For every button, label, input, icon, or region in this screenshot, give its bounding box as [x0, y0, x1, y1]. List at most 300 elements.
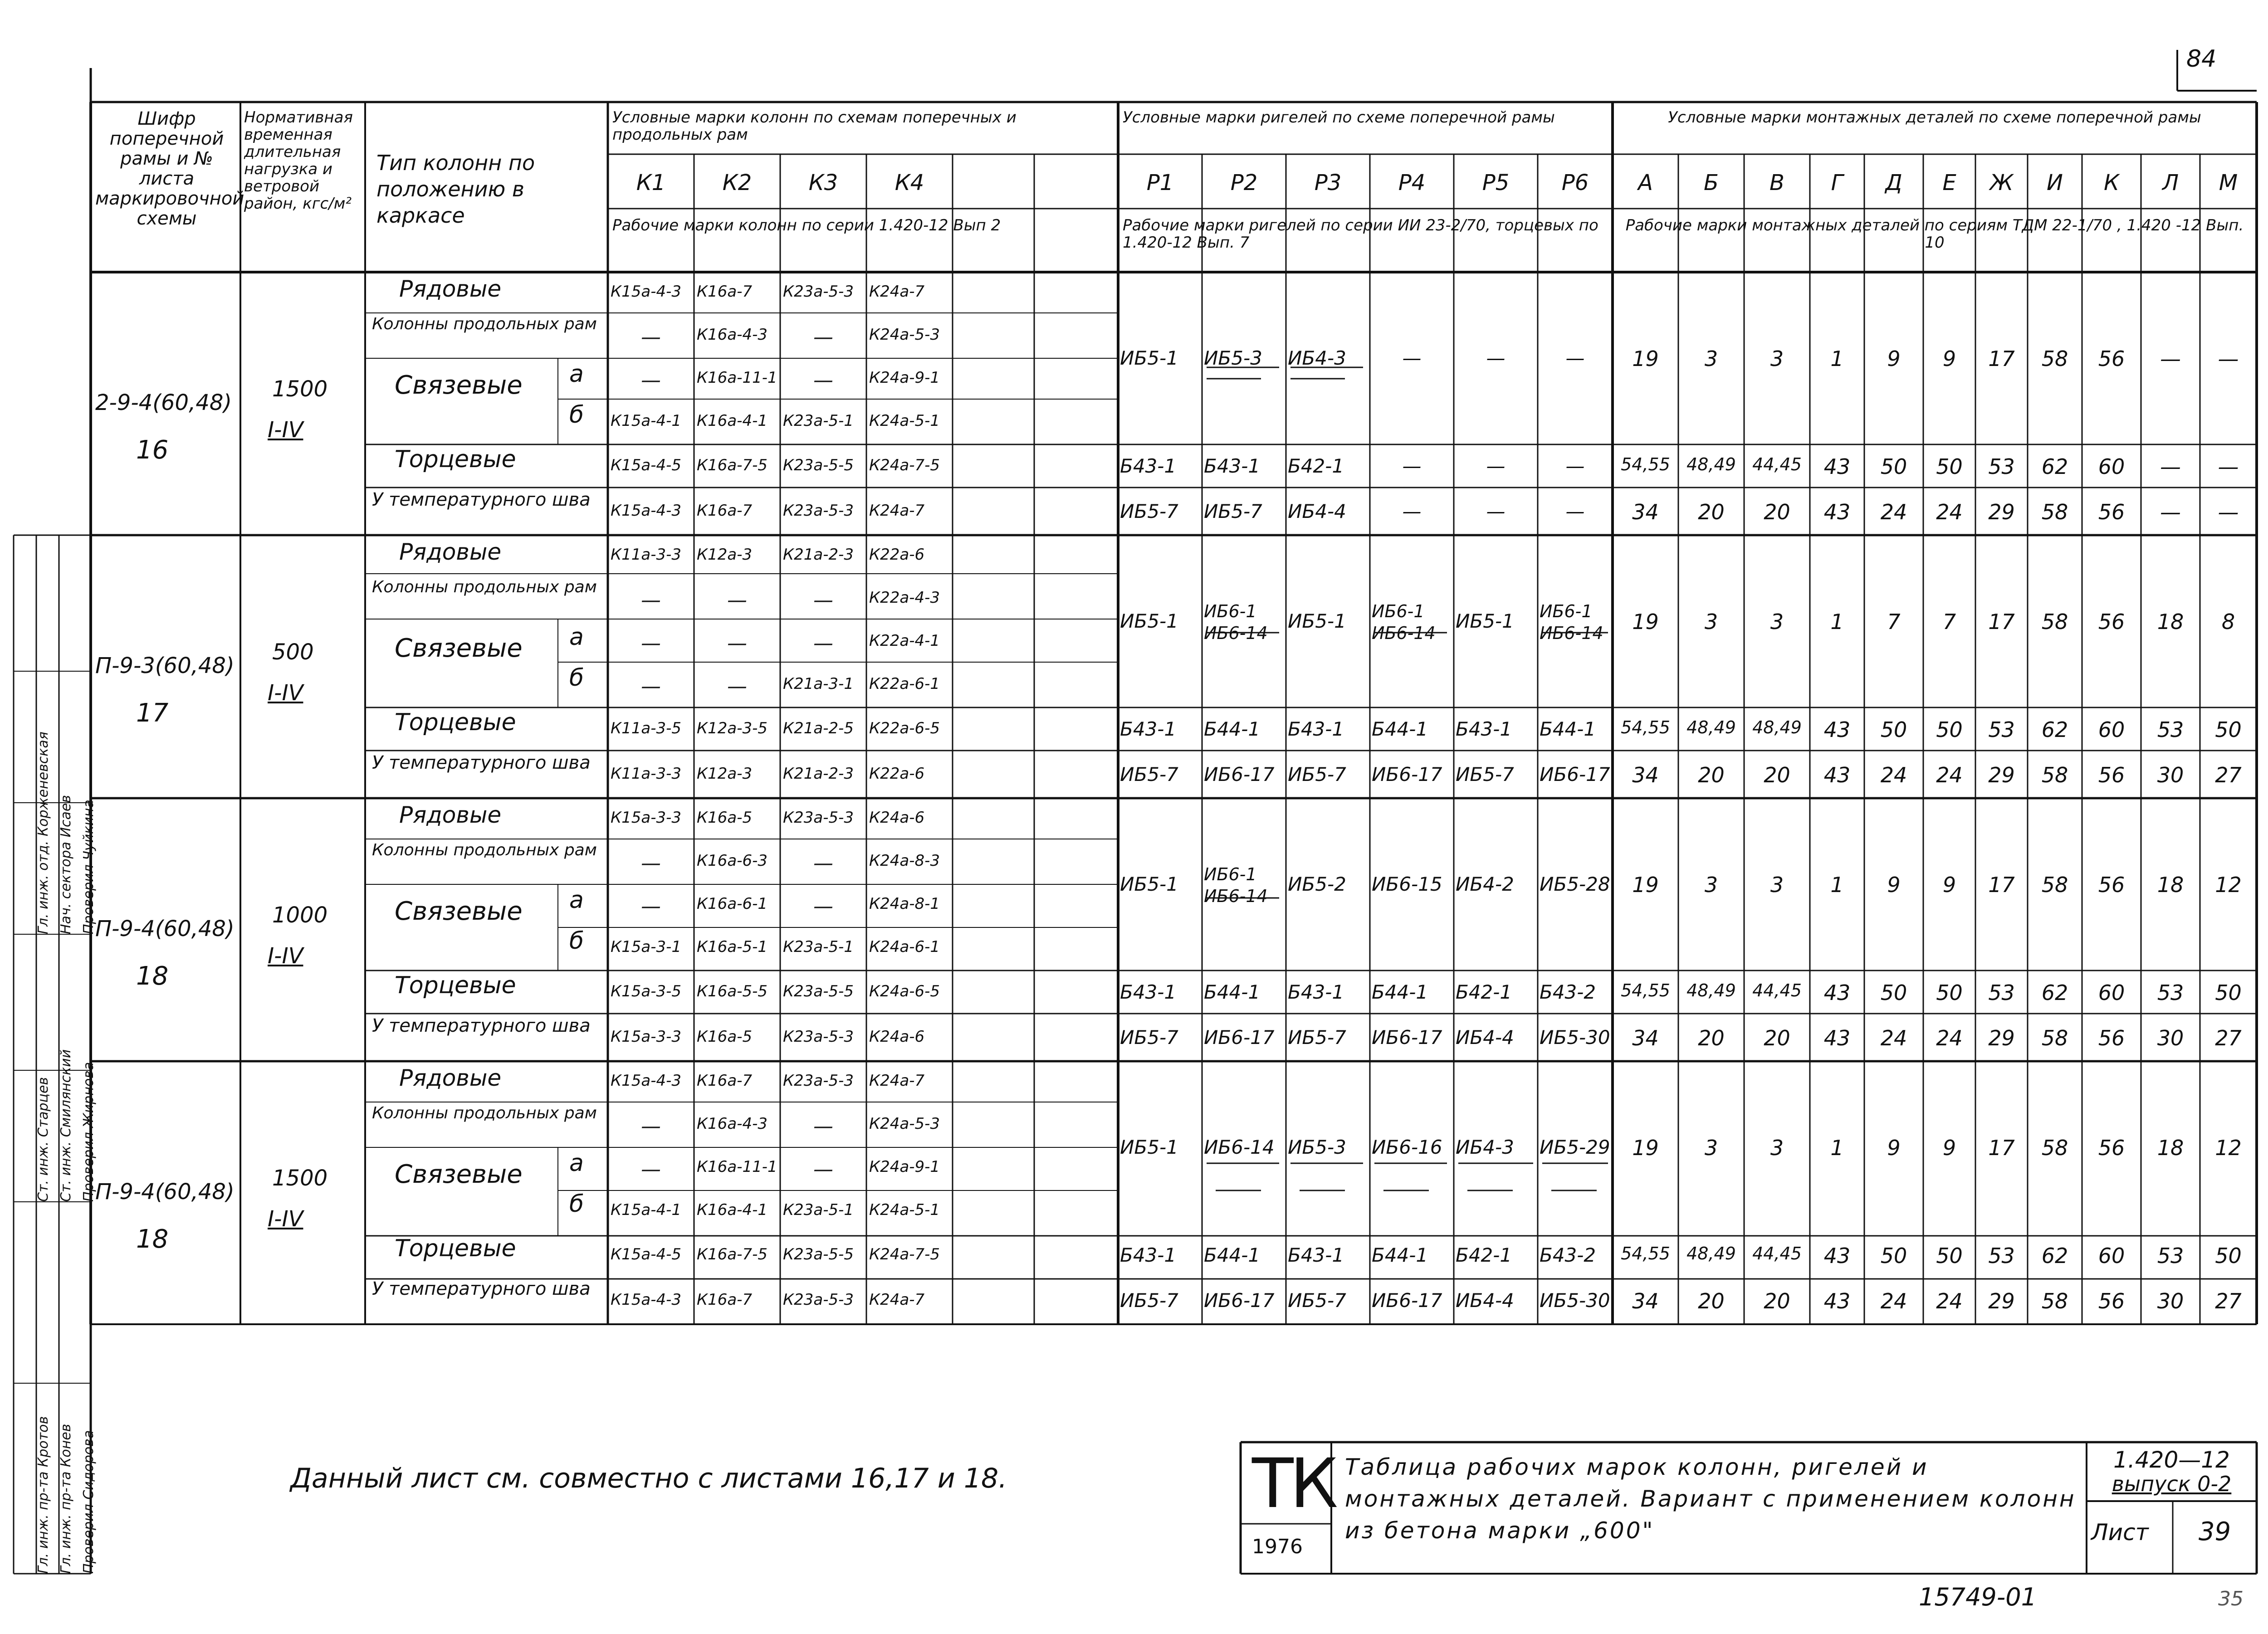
detail-mark-cell: 27	[2215, 763, 2242, 787]
rigel-mark-cell: ИБ5-7	[1456, 763, 1514, 785]
column-mark-cell: —	[641, 895, 661, 918]
detail-mark-cell: 58	[2041, 763, 2068, 787]
header-details-working: Рабочие марки монтажных деталей по сериям ТДМ 22-1/70 , 1.420 -12 Вып. 10	[1625, 216, 2244, 252]
detail-mark-cell: 50	[1880, 717, 1907, 742]
frame-code: П-9-4(60,48)	[95, 1179, 235, 1205]
detail-mark-cell: 60	[2098, 454, 2125, 479]
rigel-mark-cell: —	[1486, 455, 1505, 477]
header-load: Нормативная временная длительная нагрузка и ветровой район, кгс/м²	[244, 108, 353, 213]
header-columns-working: Рабочие марки колонн по серии 1.420-12 Вып 2	[612, 216, 1001, 234]
detail-mark-cell: 53	[1988, 454, 2015, 479]
rigel-mark-cell: —	[1565, 347, 1585, 369]
column-mark-cell: К22а-6	[869, 546, 925, 564]
detail-mark-cell: 50	[1936, 1244, 1963, 1268]
detail-mark-cell: 56	[2098, 346, 2125, 371]
column-mark-cell: К16а-11-1	[697, 369, 777, 387]
column-mark-cell: К24а-6-5	[869, 982, 940, 1000]
detail-mark-cell: 24	[1936, 763, 1963, 787]
detail-mark-cell: 56	[2098, 1289, 2125, 1313]
detail-mark-cell: 43	[1823, 1026, 1851, 1050]
column-mark-cell: К23а-5-3	[783, 502, 854, 520]
col-head-p1: Р1	[1146, 170, 1174, 195]
column-mark-cell: —	[813, 326, 833, 349]
detail-mark-cell: 43	[1823, 980, 1851, 1005]
column-mark-cell: К15а-4-5	[611, 456, 682, 474]
logo-year: 1976	[1252, 1535, 1303, 1558]
column-mark-cell: К24а-9-1	[869, 369, 940, 387]
detail-mark-cell: 20	[1698, 500, 1725, 524]
column-mark-cell: К15а-4-3	[611, 502, 682, 520]
column-mark-cell: К15а-4-5	[611, 1245, 682, 1263]
column-mark-cell: —	[813, 1158, 833, 1181]
detail-mark-cell: 58	[2041, 873, 2068, 897]
rigel-mark-cell: ИБ5-7	[1120, 1289, 1178, 1312]
stamp-entry: Ст. инж. Старцев	[35, 1077, 51, 1202]
col-head-k4: К4	[894, 170, 924, 195]
column-mark-cell: К21а-2-3	[783, 765, 854, 783]
column-mark-cell: К23а-5-3	[783, 1028, 854, 1046]
detail-mark-cell: 24	[1936, 1026, 1963, 1050]
corner-mark: 35	[2218, 1587, 2244, 1610]
rigel-mark-cell: ИБ5-7	[1120, 500, 1178, 522]
detail-mark-cell: 1	[1830, 1136, 1844, 1160]
column-mark-cell: —	[727, 675, 747, 698]
column-mark-cell: К16а-11-1	[697, 1158, 777, 1176]
rigel-mark-cell: ИБ4-4	[1456, 1026, 1514, 1049]
link-subtype-a: а	[569, 1150, 584, 1177]
detail-mark-cell: 48,49	[1686, 1244, 1736, 1263]
detail-mark-cell: 43	[1823, 717, 1851, 742]
rigel-mark-cell: ИБ5-7	[1288, 763, 1346, 785]
rigel-mark-cell: ИБ4-3	[1456, 1136, 1514, 1158]
detail-mark-cell: 3	[1704, 1136, 1718, 1160]
sheet-label: Лист	[2091, 1519, 2149, 1546]
rigel-mark-cell: Б44-1	[1204, 718, 1261, 740]
rigel-mark-cell: ИБ5-7	[1288, 1289, 1346, 1312]
column-type-0: Рядовые	[399, 802, 502, 828]
detail-mark-cell: 62	[2041, 454, 2068, 479]
rigel-mark-cell: ИБ4-3	[1288, 347, 1346, 369]
rigel-mark-cell: ИБ6-1 ИБ6-14	[1372, 601, 1436, 643]
column-type-2: Связевые	[395, 634, 523, 663]
rigel-mark-cell: —	[1402, 347, 1422, 369]
column-mark-cell: К11а-3-3	[611, 546, 682, 564]
detail-mark-cell: 53	[2157, 980, 2184, 1005]
column-mark-cell: К24а-6	[869, 809, 925, 827]
column-mark-cell: К22а-4-3	[869, 589, 940, 607]
detail-mark-cell: 3	[1770, 873, 1784, 897]
link-subtype-b: б	[569, 927, 584, 955]
rigel-mark-cell: ИБ6-17	[1204, 1289, 1275, 1312]
detail-mark-cell: 29	[1988, 1289, 2015, 1313]
detail-mark-cell: 12	[2215, 873, 2242, 897]
column-mark-cell: К24а-8-1	[869, 895, 940, 913]
detail-mark-cell: 19	[1632, 873, 1659, 897]
detail-mark-cell: 30	[2157, 1289, 2184, 1313]
rigel-mark-cell: ИБ5-7	[1120, 1026, 1178, 1049]
column-mark-cell: К16а-7	[697, 1072, 753, 1090]
header-rigel-working: Рабочие марки ригелей по серии ИИ 23-2/70, торцевых по 1.420-12 Вып. 7	[1123, 216, 1598, 252]
rigel-mark-cell: Б44-1	[1372, 981, 1428, 1003]
detail-mark-cell: 1	[1830, 873, 1844, 897]
rigel-mark-cell: Б43-1	[1120, 455, 1177, 477]
detail-mark-cell: —	[2160, 500, 2181, 524]
detail-mark-cell: 27	[2215, 1026, 2242, 1050]
detail-mark-cell: 17	[1988, 1136, 2015, 1160]
detail-mark-cell: 3	[1704, 610, 1718, 634]
rigel-mark-cell: ИБ5-7	[1204, 500, 1262, 522]
detail-mark-cell: 58	[2041, 500, 2068, 524]
column-mark-cell: —	[641, 589, 661, 612]
sheet-number: 39	[2198, 1517, 2231, 1546]
col-head-p4: Р4	[1398, 170, 1426, 195]
detail-mark-cell: 56	[2098, 763, 2125, 787]
column-mark-cell: К23а-5-5	[783, 982, 854, 1000]
rigel-mark-cell: ИБ4-2	[1456, 873, 1514, 895]
rigel-mark-cell: ИБ5-3	[1204, 347, 1262, 369]
rigel-mark-cell: ИБ5-30	[1540, 1289, 1610, 1312]
detail-mark-cell: 3	[1704, 873, 1718, 897]
rigel-mark-cell: Б43-1	[1204, 455, 1261, 477]
frame-code: 2-9-4(60,48)	[95, 390, 232, 415]
detail-mark-cell: 20	[1764, 763, 1790, 787]
rigel-mark-cell: ИБ5-29	[1540, 1136, 1610, 1158]
col-head-detail-4: Г	[1831, 170, 1843, 195]
column-mark-cell: К15а-3-5	[611, 982, 682, 1000]
rigel-mark-cell: ИБ6-17	[1204, 763, 1275, 785]
column-type-4: У температурного шва	[372, 489, 591, 510]
column-mark-cell: —	[641, 675, 661, 698]
col-head-p2: Р2	[1230, 170, 1258, 195]
header-shifr: Шифр поперечной рамы и № листа маркировочной схемы	[95, 108, 244, 229]
detail-mark-cell: 50	[2215, 980, 2242, 1005]
header-type: Тип колонн по положению в каркасе	[376, 151, 535, 228]
detail-mark-cell: 53	[1988, 717, 2015, 742]
detail-mark-cell: 44,45	[1752, 454, 1802, 474]
column-mark-cell: К21а-2-3	[783, 546, 854, 564]
tk-logo: ТК	[1252, 1444, 1335, 1523]
column-mark-cell: К16а-5	[697, 809, 753, 827]
rigel-mark-cell: Б43-1	[1288, 981, 1344, 1003]
rigel-mark-cell: Б42-1	[1456, 981, 1512, 1003]
stamp-entry: Гл. инж. пр-та Кротов	[35, 1416, 51, 1574]
detail-mark-cell: 50	[1880, 980, 1907, 1005]
detail-mark-cell: 7	[1942, 610, 1956, 634]
link-subtype-b: б	[569, 664, 584, 692]
column-mark-cell: К16а-5	[697, 1028, 753, 1046]
rigel-mark-cell: Б43-1	[1288, 1244, 1344, 1266]
wind-region: I-IV	[268, 417, 303, 443]
wind-region: I-IV	[268, 943, 303, 969]
detail-mark-cell: 3	[1770, 1136, 1784, 1160]
detail-mark-cell: 48,49	[1686, 717, 1736, 737]
column-mark-cell: К23а-5-3	[783, 1072, 854, 1090]
load-value: 1000	[272, 902, 328, 928]
detail-mark-cell: 3	[1770, 346, 1784, 371]
rigel-mark-cell: ИБ6-1 ИБ6-14	[1204, 601, 1268, 643]
rigel-mark-cell: —	[1486, 500, 1505, 522]
column-mark-cell: К23а-5-3	[783, 283, 854, 301]
detail-mark-cell: 43	[1823, 1244, 1851, 1268]
column-mark-cell: К23а-5-3	[783, 1291, 854, 1309]
detail-mark-cell: 50	[1936, 717, 1963, 742]
detail-mark-cell: 50	[2215, 717, 2242, 742]
detail-mark-cell: 18	[2157, 1136, 2184, 1160]
column-mark-cell: К15а-3-3	[611, 1028, 682, 1046]
detail-mark-cell: 19	[1632, 1136, 1659, 1160]
column-mark-cell: К16а-7-5	[697, 456, 768, 474]
detail-mark-cell: 24	[1880, 500, 1907, 524]
rigel-mark-cell: ИБ6-17	[1372, 1289, 1442, 1312]
column-mark-cell: К21а-2-5	[783, 719, 854, 737]
detail-mark-cell: 62	[2041, 1244, 2068, 1268]
column-type-4: У температурного шва	[372, 1015, 591, 1036]
column-type-3: Торцевые	[395, 709, 516, 736]
detail-mark-cell: 17	[1988, 873, 2015, 897]
detail-mark-cell: 24	[1880, 763, 1907, 787]
detail-mark-cell: 50	[1880, 454, 1907, 479]
column-mark-cell: К22а-6-5	[869, 719, 940, 737]
rigel-mark-cell: —	[1565, 455, 1585, 477]
column-mark-cell: К12а-3	[697, 546, 753, 564]
col-head-detail-6: Е	[1942, 170, 1956, 195]
column-mark-cell: К24а-7-5	[869, 456, 940, 474]
detail-mark-cell: 24	[1880, 1289, 1907, 1313]
detail-mark-cell: 20	[1698, 1026, 1725, 1050]
rigel-mark-cell: Б42-1	[1288, 455, 1344, 477]
stamp-entry: Проверил Жирнова	[81, 1062, 97, 1202]
rigel-mark-cell: ИБ6-1 ИБ6-14	[1204, 864, 1268, 906]
rigel-mark-cell: ИБ5-1	[1456, 610, 1514, 632]
column-mark-cell: К22а-4-1	[869, 632, 940, 650]
rigel-mark-cell: ИБ6-17	[1372, 1026, 1442, 1049]
column-mark-cell: К12а-3-5	[697, 719, 768, 737]
stamp-entry: Проверил Сидорова	[81, 1430, 97, 1574]
detail-mark-cell: 18	[2157, 610, 2184, 634]
detail-mark-cell: 58	[2041, 1289, 2068, 1313]
rigel-mark-cell: —	[1402, 500, 1422, 522]
detail-mark-cell: 56	[2098, 610, 2125, 634]
detail-mark-cell: 56	[2098, 1026, 2125, 1050]
rigel-mark-cell: ИБ5-3	[1288, 1136, 1346, 1158]
column-mark-cell: К16а-7	[697, 283, 753, 301]
detail-mark-cell: 34	[1632, 500, 1659, 524]
rigel-mark-cell: ИБ5-1	[1120, 873, 1178, 895]
detail-mark-cell: 20	[1764, 500, 1790, 524]
column-mark-cell: К24а-5-1	[869, 1201, 940, 1219]
rigel-mark-cell: ИБ5-1	[1120, 1136, 1178, 1158]
header-rigel-conditional: Условные марки ригелей по схеме поперечной рамы	[1123, 108, 1555, 127]
detail-mark-cell: 60	[2098, 1244, 2125, 1268]
series-number: 1.420—12	[2113, 1447, 2230, 1473]
detail-mark-cell: 50	[1936, 980, 1963, 1005]
column-type-1: Колонны продольных рам	[372, 1104, 597, 1122]
column-mark-cell: —	[641, 632, 661, 655]
header-columns-conditional: Условные марки колонн по схемам поперечных и продольных рам	[612, 108, 1017, 144]
rigel-mark-cell: ИБ5-1	[1120, 347, 1178, 369]
detail-mark-cell: 44,45	[1752, 980, 1802, 1000]
column-mark-cell: К16а-7	[697, 502, 753, 520]
detail-mark-cell: 3	[1770, 610, 1784, 634]
load-value: 1500	[272, 376, 328, 402]
column-mark-cell: К16а-4-1	[697, 1201, 768, 1219]
detail-mark-cell: —	[2218, 500, 2239, 524]
detail-mark-cell: 58	[2041, 610, 2068, 634]
detail-mark-cell: 53	[2157, 717, 2184, 742]
detail-mark-cell: 27	[2215, 1289, 2242, 1313]
detail-mark-cell: 30	[2157, 1026, 2184, 1050]
column-mark-cell: —	[813, 589, 833, 612]
column-type-3: Торцевые	[395, 972, 516, 999]
sheet-title: Таблица рабочих марок колонн, ригелей и монтажных деталей. Вариант с применением колонн из бетона марки „600"	[1345, 1454, 2076, 1544]
detail-mark-cell: 20	[1698, 1289, 1725, 1313]
column-mark-cell: К11а-3-5	[611, 719, 682, 737]
marking-sheet-number: 17	[136, 698, 169, 728]
column-mark-cell: К24а-5-3	[869, 326, 940, 344]
column-mark-cell: К16а-7	[697, 1291, 753, 1309]
column-mark-cell: К24а-6-1	[869, 938, 940, 956]
detail-mark-cell: 44,45	[1752, 1244, 1802, 1263]
detail-mark-cell: 48,49	[1752, 717, 1802, 737]
column-mark-cell: К22а-6	[869, 765, 925, 783]
rigel-mark-cell: —	[1565, 500, 1585, 522]
column-mark-cell: К24а-5-1	[869, 412, 940, 430]
marking-sheet-number: 18	[136, 1224, 169, 1254]
column-type-2: Связевые	[395, 1160, 523, 1189]
detail-mark-cell: 50	[2215, 1244, 2242, 1268]
detail-mark-cell: 43	[1823, 454, 1851, 479]
col-head-detail-1: А	[1638, 170, 1653, 195]
col-head-p3: Р3	[1314, 170, 1342, 195]
detail-mark-cell: —	[2160, 454, 2181, 479]
column-mark-cell: К11а-3-3	[611, 765, 682, 783]
column-type-3: Торцевые	[395, 446, 516, 473]
column-mark-cell: —	[813, 852, 833, 875]
col-head-detail-2: Б	[1704, 170, 1719, 195]
column-mark-cell: К23а-5-5	[783, 456, 854, 474]
detail-mark-cell: 34	[1632, 763, 1659, 787]
column-mark-cell: К16а-6-3	[697, 852, 768, 870]
column-mark-cell: К16а-7-5	[697, 1245, 768, 1263]
header-details-conditional: Условные марки монтажных деталей по схеме поперечной рамы	[1668, 108, 2201, 127]
column-mark-cell: К24а-7-5	[869, 1245, 940, 1263]
rigel-mark-cell: —	[1402, 455, 1422, 477]
stamp-entry: Нач. сектора Исаев	[58, 795, 74, 934]
col-head-detail-3: В	[1769, 170, 1784, 195]
detail-mark-cell: 56	[2098, 1136, 2125, 1160]
detail-mark-cell: —	[2218, 346, 2239, 371]
column-mark-cell: К15а-4-3	[611, 1291, 682, 1309]
column-type-0: Рядовые	[399, 539, 502, 565]
rigel-mark-cell: Б43-1	[1120, 1244, 1177, 1266]
detail-mark-cell: 20	[1698, 763, 1725, 787]
link-subtype-b: б	[569, 1190, 584, 1218]
stamp-entry: Гл. инж. отд. Корженевская	[35, 732, 51, 934]
rigel-mark-cell: ИБ6-15	[1372, 873, 1442, 895]
detail-mark-cell: 20	[1764, 1026, 1790, 1050]
rigel-mark-cell: ИБ6-16	[1372, 1136, 1442, 1158]
rigel-mark-cell: Б44-1	[1372, 1244, 1428, 1266]
detail-mark-cell: 43	[1823, 763, 1851, 787]
rigel-mark-cell: Б43-1	[1120, 981, 1177, 1003]
column-type-1: Колонны продольных рам	[372, 841, 597, 859]
detail-mark-cell: 30	[2157, 763, 2184, 787]
detail-mark-cell: 9	[1942, 1136, 1956, 1160]
detail-mark-cell: 29	[1988, 500, 2015, 524]
rigel-mark-cell: Б44-1	[1540, 718, 1596, 740]
column-mark-cell: К23а-5-1	[783, 938, 854, 956]
column-mark-cell: —	[641, 326, 661, 349]
detail-mark-cell: 54,55	[1621, 454, 1670, 474]
rigel-mark-cell: Б43-2	[1540, 981, 1596, 1003]
column-type-1: Колонны продольных рам	[372, 315, 597, 333]
col-head-k3: К3	[808, 170, 838, 195]
column-mark-cell: К15а-4-1	[611, 1201, 682, 1219]
inventory-number: 15749-01	[1919, 1583, 2037, 1611]
sheet-note: Данный лист см. совместно с листами 16,17 и 18.	[290, 1463, 1007, 1494]
column-mark-cell: —	[641, 369, 661, 392]
detail-mark-cell: 54,55	[1621, 1244, 1670, 1263]
marking-sheet-number: 18	[136, 961, 169, 991]
column-mark-cell: К15а-3-3	[611, 809, 682, 827]
detail-mark-cell: 54,55	[1621, 980, 1670, 1000]
col-head-p5: Р5	[1482, 170, 1510, 195]
column-mark-cell: К23а-5-1	[783, 1201, 854, 1219]
column-mark-cell: —	[813, 369, 833, 392]
detail-mark-cell: 48,49	[1686, 980, 1736, 1000]
marking-sheet-number: 16	[136, 435, 169, 465]
column-mark-cell: К22а-6-1	[869, 675, 940, 693]
column-type-2: Связевые	[395, 897, 523, 926]
detail-mark-cell: 8	[2221, 610, 2235, 634]
rigel-mark-cell: ИБ6-17	[1204, 1026, 1275, 1049]
column-mark-cell: К24а-8-3	[869, 852, 940, 870]
detail-mark-cell: 60	[2098, 980, 2125, 1005]
col-head-detail-8: И	[2047, 170, 2063, 195]
detail-mark-cell: 53	[2157, 1244, 2184, 1268]
frame-code: П-9-4(60,48)	[95, 916, 235, 941]
column-mark-cell: К15а-4-3	[611, 283, 682, 301]
col-head-detail-10: Л	[2162, 170, 2179, 195]
detail-mark-cell: 60	[2098, 717, 2125, 742]
rigel-mark-cell: ИБ5-2	[1288, 873, 1346, 895]
column-mark-cell: К24а-7	[869, 1291, 925, 1309]
rigel-mark-cell: ИБ6-17	[1540, 763, 1610, 785]
rigel-mark-cell: ИБ5-28	[1540, 873, 1610, 895]
rigel-mark-cell: Б44-1	[1372, 718, 1428, 740]
detail-mark-cell: 9	[1887, 1136, 1901, 1160]
stamp-entry: Гл. инж. пр-та Конев	[58, 1424, 74, 1574]
detail-mark-cell: 53	[1988, 1244, 2015, 1268]
column-type-2: Связевые	[395, 371, 523, 400]
load-value: 1500	[272, 1166, 328, 1191]
column-mark-cell: К24а-7	[869, 283, 925, 301]
detail-mark-cell: 9	[1887, 873, 1901, 897]
wind-region: I-IV	[268, 680, 303, 706]
column-mark-cell: К24а-9-1	[869, 1158, 940, 1176]
column-mark-cell: —	[727, 632, 747, 655]
column-mark-cell: К16а-4-1	[697, 412, 768, 430]
detail-mark-cell: 43	[1823, 1289, 1851, 1313]
detail-mark-cell: —	[2218, 454, 2239, 479]
detail-mark-cell: 56	[2098, 873, 2125, 897]
column-mark-cell: —	[641, 1115, 661, 1138]
col-head-k1: К1	[636, 170, 666, 195]
col-head-detail-7: Ж	[1989, 170, 2014, 195]
column-mark-cell: К12а-3	[697, 765, 753, 783]
detail-mark-cell: 58	[2041, 346, 2068, 371]
load-value: 500	[272, 639, 314, 665]
